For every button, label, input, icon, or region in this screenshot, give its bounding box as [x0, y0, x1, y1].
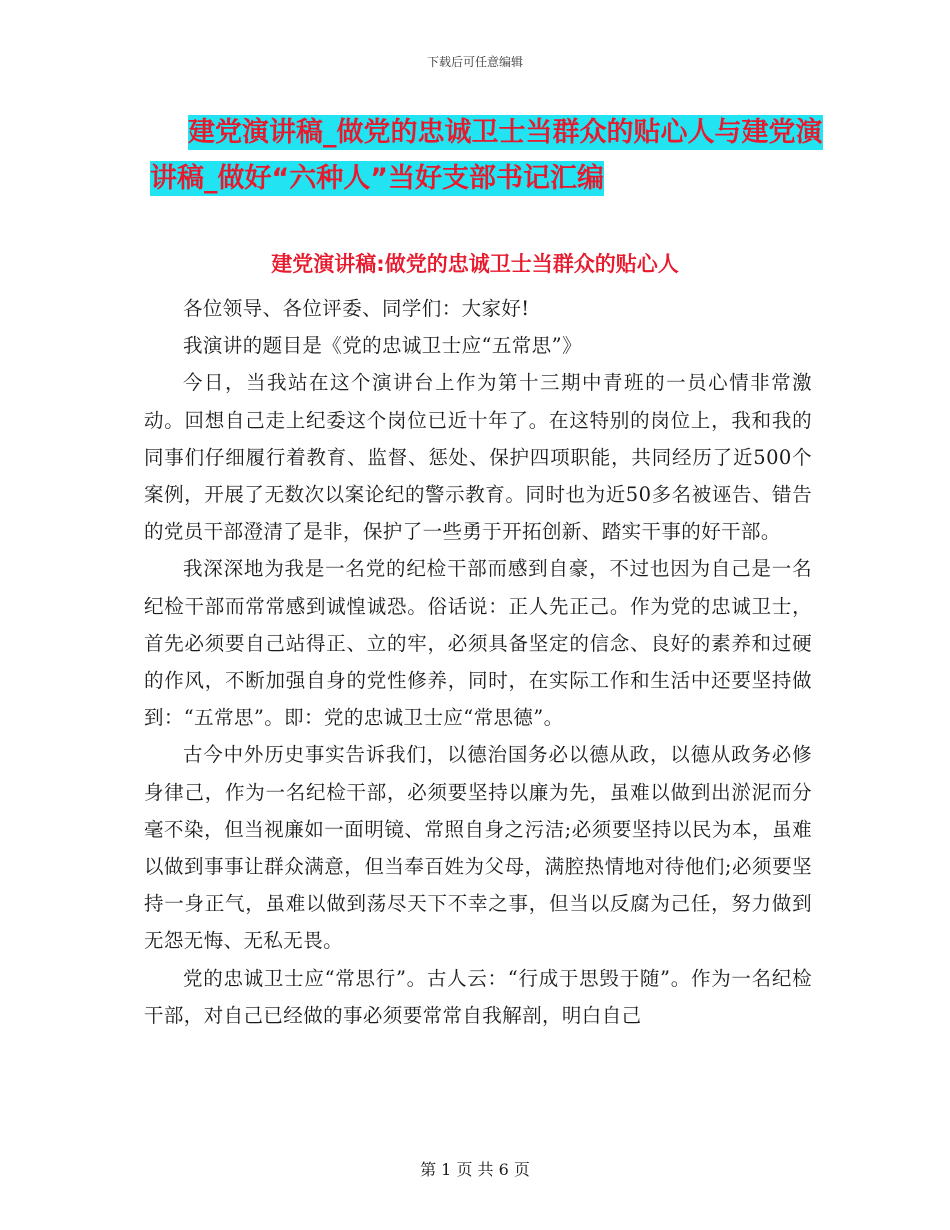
title-highlight: 讲稿_做好“六种人”当好支部书记汇编: [150, 163, 604, 194]
paragraph-topic: 我演讲的题目是《党的忠诚卫士应“五常思”》: [183, 334, 582, 358]
page-footer: 第 1 页 共 6 页: [420, 1160, 530, 1179]
paragraph: 古今中外历史事实告诉我们，以德治国务必以德从政，以德从政务必修身律己，作为一名纪检干部，必须要坚持以廉为先，虽难以做到出淤泥而分毫不染，但当视廉如一面明镜、常照自身之污洁;必须要坚持以民为本，虽难以做到事事让群众满意，但当奉百姓为父母，满腔热情地对待他们;必须要坚持一身正气，虽难以做到荡尽天下不幸之事，但当以反腐为己任，努力做到无怨无悔、无私无畏。: [144, 743, 812, 953]
paragraph: 今日，当我站在这个演讲台上作为第十三期中青班的一员心情非常激动。回想自己走上纪委这个岗位已近十年了。在这特别的岗位上，我和我的同事们仔细履行着教育、监督、惩处、保护四项职能，共同经历了近500个案例，开展了无数次以案论纪的警示教育。同时也为近50多名被诬告、错告的党员干部澄清了是非，保护了一些勇于开拓创新、踏实干事的好干部。: [144, 371, 812, 544]
section-title: 建党演讲稿:做党的忠诚卫士当群众的贴心人: [271, 252, 679, 276]
paragraph-greeting: 各位领导、各位评委、同学们：大家好!: [183, 297, 530, 320]
header-note: 下载后可任意编辑: [426, 55, 523, 69]
paragraph: 党的忠诚卫士应“常思行”。古人云：“行成于思毁于随”。作为一名纪检干部，对自己已经做的事必须要常常自我解剖，明白自己: [144, 966, 812, 1027]
body-text: [144, 290, 812, 1034]
title-highlight: 建党演讲稿_做党的忠诚卫士当群众的贴心人与建党演: [188, 117, 823, 148]
paragraph: 我深深地为我是一名党的纪检干部而感到自豪，不过也因为自己是一名纪检干部而常常感到诚惶诚恐。俗话说：正人先正己。作为党的忠诚卫士，首先必须要自己站得正、立的牢，必须具备坚定的信念、良好的素养和过硬的作风，不断加强自身的党性修养，同时，在实际工作和生活中还要坚持做到：“五常思”。即：党的忠诚卫士应“常思德”。: [144, 557, 812, 730]
document-title: [150, 110, 830, 202]
document-title-line-2: [150, 156, 830, 202]
document-title-line-1: [188, 110, 830, 156]
